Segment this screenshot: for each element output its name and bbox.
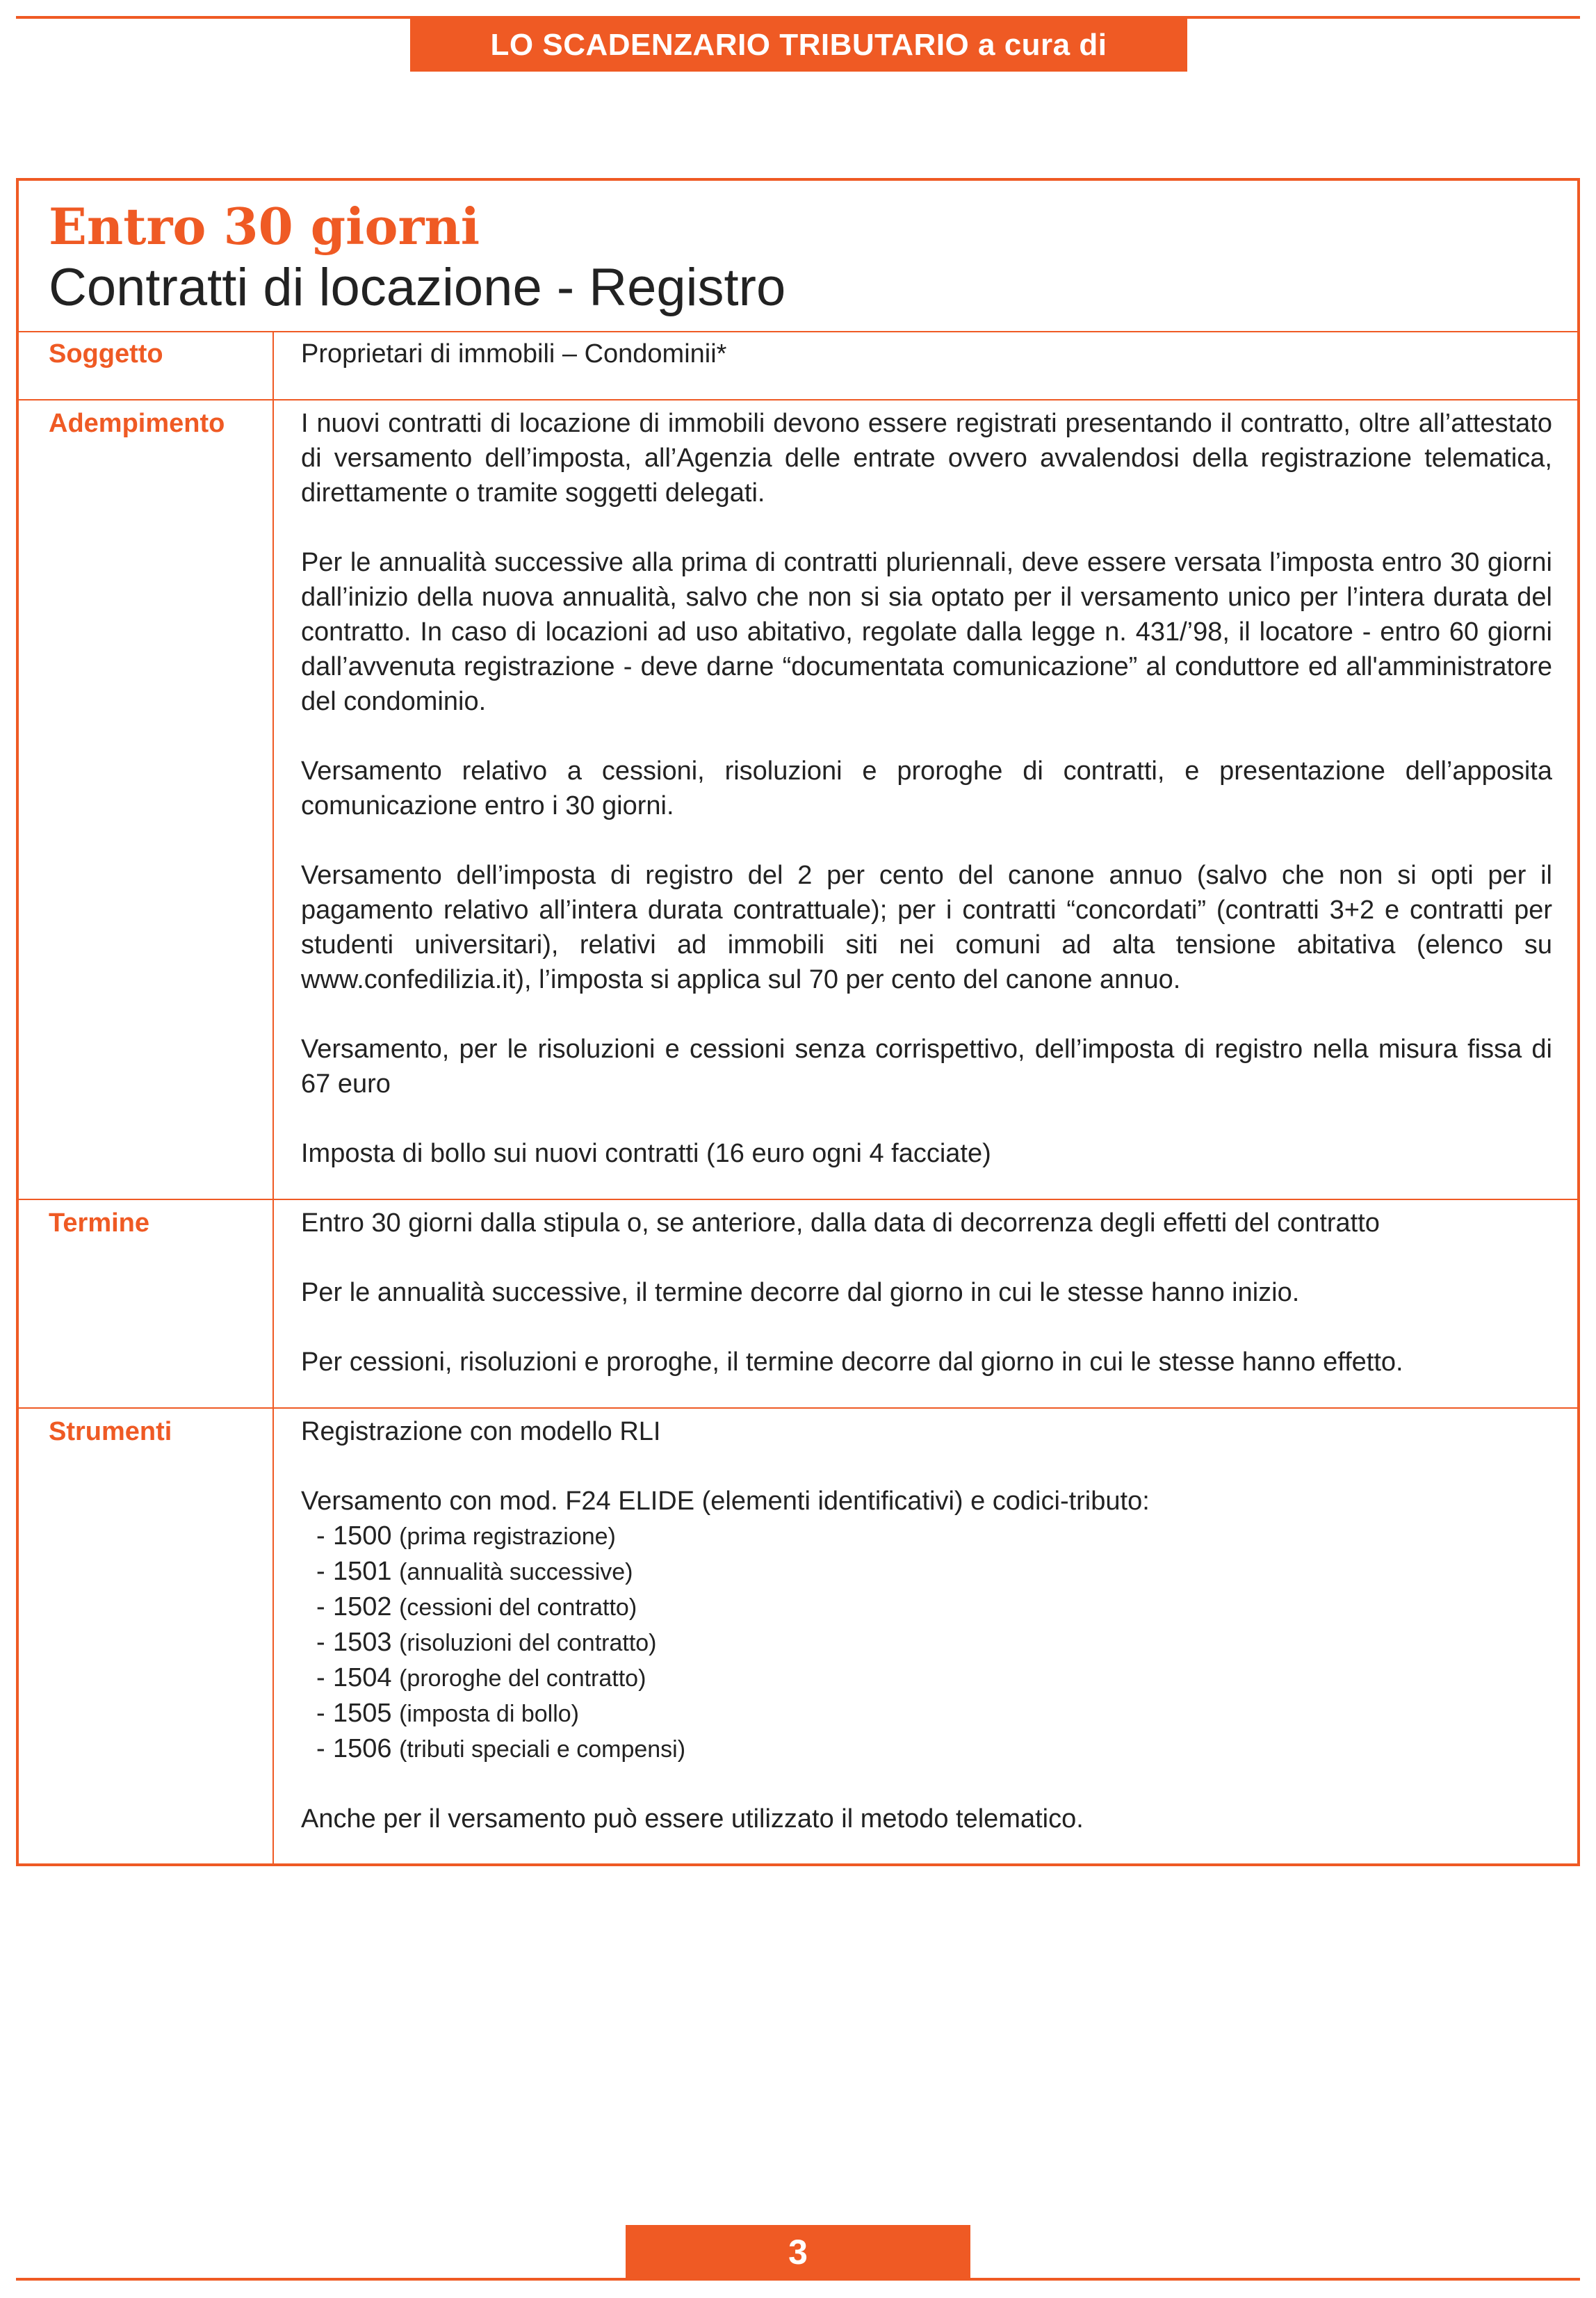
list-item: - 1502 (cessioni del contratto)	[316, 1592, 637, 1621]
row-label-strumenti: Strumenti	[49, 1417, 172, 1446]
row-label-adempimento: Adempimento	[49, 409, 225, 438]
list-item: - 1503 (risoluzioni del contratto)	[316, 1628, 657, 1657]
deadline-heading: Entro 30 giorni	[49, 197, 480, 256]
bottom-rule	[16, 2278, 1580, 2281]
soggetto-text: Proprietari di immobili – Condominii*	[301, 339, 727, 369]
paragraph: Versamento relativo a cessioni, risoluzioni e proroghe di contratti, e presentazione dell’apposita comunicazione entro i 30 giorni.	[301, 756, 1552, 820]
paragraph: Per cessioni, risoluzioni e proroghe, il termine decorre dal giorno in cui le stesse hanno effetto.	[301, 1348, 1403, 1377]
list-item: - 1505 (imposta di bollo)	[316, 1699, 579, 1728]
list-item: - 1501 (annualità successive)	[316, 1557, 633, 1586]
row-content-strumenti	[301, 1414, 1552, 1836]
paragraph: Per le annualità successive, il termine decorre dal giorno in cui le stesse hanno inizio.	[301, 1278, 1300, 1307]
row-label-soggetto: Soggetto	[49, 339, 163, 369]
page-number: 3	[626, 2225, 970, 2279]
tax-code: 1501	[333, 1557, 392, 1586]
paragraph: Entro 30 giorni dalla stipula o, se anteriore, dalla data di decorrenza degli effetti del contratto	[301, 1208, 1380, 1238]
paragraph: Per le annualità successive alla prima di contratti pluriennali, deve essere versata l’imposta entro 30 giorni dall’inizio della nuova annualità, salvo che non si sia optato per il versamento unico per l’intera durata del contratto. In caso di locazioni ad uso abitativo, regolate dalla legge n. 431/’98, il locatore - entro 60 giorni dall’avvenuta registrazione - deve darne “documentata comunicazione” al conduttore ed all'amministratore del condominio.	[301, 548, 1552, 716]
list-item: - 1500 (prima registrazione)	[316, 1521, 616, 1551]
tax-code-desc: (imposta di bollo)	[399, 1701, 579, 1727]
row-termine	[19, 1200, 1577, 1409]
row-label-termine: Termine	[49, 1208, 150, 1238]
paragraph: Imposta di bollo sui nuovi contratti (16 euro ogni 4 facciate)	[301, 1139, 991, 1168]
paragraph: Versamento dell’imposta di registro del 2 per cento del canone annuo (salvo che non si opti per il pagamento relativo all’intera durata contrattuale); per i contratti “concordati” (contratti 3+2 e contratti per studenti universitari), relativi ad immobili siti nei comuni ad alta tensione abitativa (elenco su www.confedilizia.it), l’imposta si applica sul 70 per cento del canone annuo.	[301, 861, 1552, 994]
tax-code-desc: (annualità successive)	[399, 1559, 633, 1585]
tax-code-desc: (cessioni del contratto)	[399, 1594, 637, 1621]
tax-code-desc: (prima registrazione)	[399, 1523, 616, 1550]
tax-code: 1503	[333, 1628, 392, 1657]
tax-codes-list	[301, 1519, 1552, 1767]
codes-intro: Versamento con mod. F24 ELIDE (elementi identificativi) e codici-tributo:	[301, 1487, 1150, 1516]
row-soggetto	[19, 331, 1577, 400]
row-content-soggetto	[301, 337, 1552, 371]
page-title: Contratti di locazione - Registro	[49, 258, 786, 317]
paragraph: Versamento, per le risoluzioni e cessioni senza corrispettivo, dell’imposta di registro nella misura fissa di 67 euro	[301, 1035, 1552, 1099]
row-strumenti	[19, 1409, 1577, 1863]
paragraph: I nuovi contratti di locazione di immobili devono essere registrati presentando il contratto, oltre all’attestato di versamento dell’imposta, all’Agenzia delle entrate ovvero avvalendosi della registrazione telematica, direttamente o tramite soggetti delegati.	[301, 409, 1552, 508]
tax-code: 1500	[333, 1521, 392, 1551]
tax-code: 1502	[333, 1592, 392, 1621]
header-banner: LO SCADENZARIO TRIBUTARIO a cura di CONFEDILIZIA	[410, 19, 1187, 72]
row-adempimento	[19, 400, 1577, 1200]
tax-code-desc: (risoluzioni del contratto)	[399, 1630, 657, 1656]
tax-code-desc: (tributi speciali e compensi)	[399, 1736, 686, 1763]
list-item: - 1506 (tributi speciali e compensi)	[316, 1734, 686, 1763]
row-content-adempimento	[301, 406, 1552, 1171]
tax-code: 1505	[333, 1699, 392, 1728]
tax-code: 1506	[333, 1734, 392, 1763]
tax-code: 1504	[333, 1663, 392, 1692]
schedule-table	[16, 178, 1580, 1866]
row-content-termine	[301, 1206, 1552, 1379]
list-item: - 1504 (proroghe del contratto)	[316, 1663, 646, 1692]
tax-code-desc: (proroghe del contratto)	[399, 1665, 646, 1692]
table-header	[19, 181, 1577, 332]
paragraph: Registrazione con modello RLI	[301, 1417, 661, 1446]
paragraph: Anche per il versamento può essere utilizzato il metodo telematico.	[301, 1804, 1084, 1834]
